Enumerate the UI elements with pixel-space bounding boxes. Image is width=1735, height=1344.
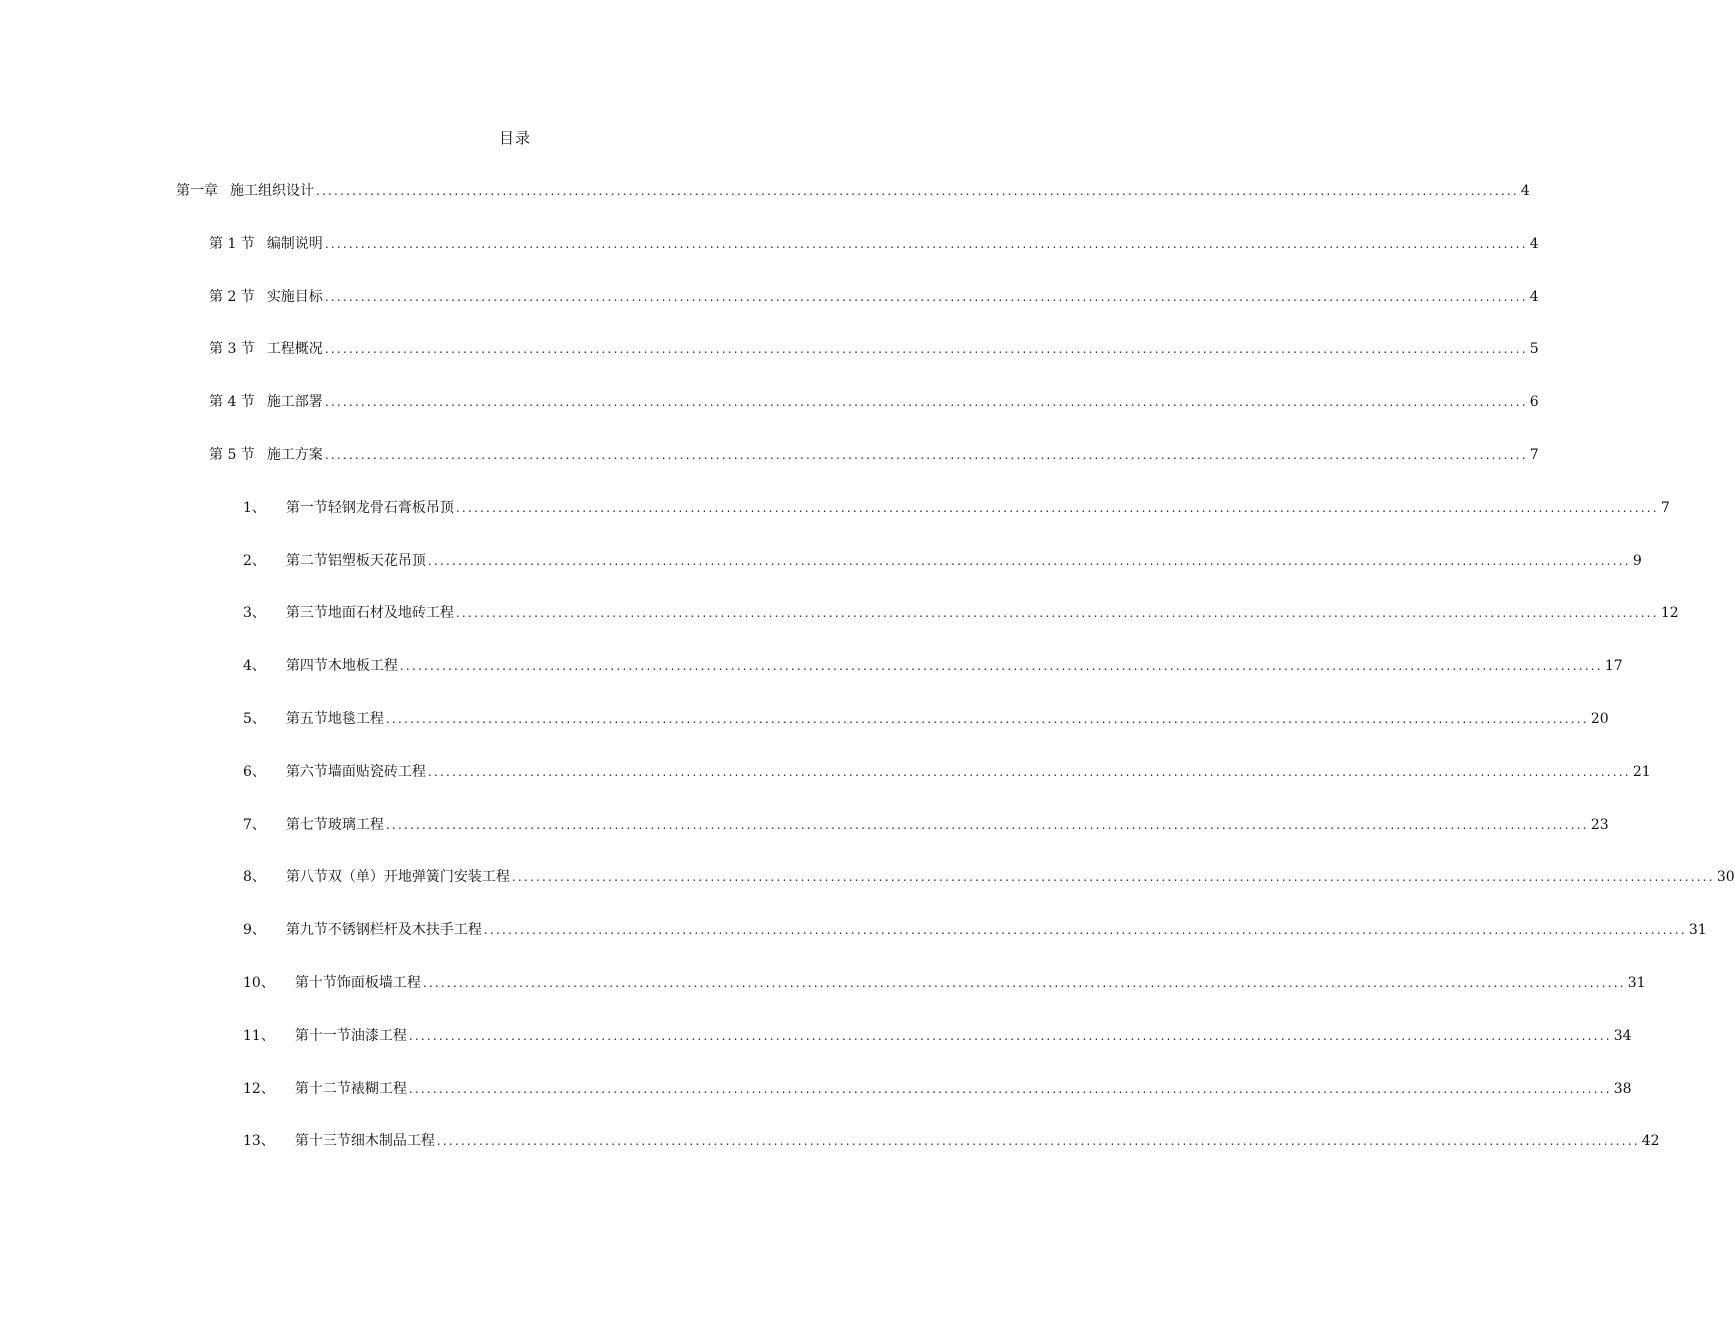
toc-entry-label: 第三节地面石材及地砖工程 — [285, 605, 454, 621]
toc-leader-dots: ........................................................................................................................................................................................................ — [427, 554, 1631, 568]
toc-entry-number: 8、 — [243, 869, 266, 885]
toc-entry-number: 第 5 节 — [209, 447, 255, 463]
toc-leader-dots: ........................................................................................................................................................................................................ — [427, 765, 1631, 779]
toc-leader-dots: ........................................................................................................................................................................................................ — [399, 659, 1603, 673]
toc-entry-page: 42 — [1641, 1133, 1660, 1149]
toc-entry-number: 11、 — [243, 1028, 275, 1044]
toc-entry-page: 17 — [1604, 658, 1623, 674]
toc-entry[interactable] — [243, 972, 1646, 994]
toc-entry-page: 6 — [1529, 394, 1539, 410]
toc-entry[interactable] — [243, 1130, 1660, 1152]
toc-entry-label: 实施目标 — [266, 289, 323, 305]
toc-leader-dots: ........................................................................................................................................................................................................ — [455, 606, 1659, 620]
toc-entry-label: 第十一节油漆工程 — [294, 1028, 407, 1044]
toc-entry-number: 9、 — [243, 922, 266, 938]
toc-leader-dots: ........................................................................................................................................................................................................ — [408, 1029, 1612, 1043]
toc-entry-number: 第一章 — [176, 183, 218, 199]
toc-entry-page: 38 — [1613, 1081, 1632, 1097]
toc-leader-dots: ........................................................................................................................................................................................................ — [324, 395, 1528, 409]
toc-entry-page: 5 — [1529, 341, 1539, 357]
toc-entry-label: 第八节双（单）开地弹簧门安装工程 — [285, 869, 510, 885]
toc-entry-label: 第七节玻璃工程 — [285, 817, 384, 833]
toc-entry-number: 5、 — [243, 711, 266, 727]
toc-entry-label: 编制说明 — [266, 236, 323, 252]
toc-leader-dots: ........................................................................................................................................................................................................ — [436, 1134, 1640, 1148]
toc-entry-number: 10、 — [243, 975, 275, 991]
toc-leader-dots: ........................................................................................................................................................................................................ — [324, 237, 1528, 251]
toc-entry-page: 23 — [1590, 817, 1609, 833]
toc-entry-label: 施工组织设计 — [230, 183, 314, 199]
toc-entry-page: 34 — [1613, 1028, 1632, 1044]
toc-leader-dots: ........................................................................................................................................................................................................ — [455, 501, 1659, 515]
toc-entry[interactable] — [209, 286, 1539, 308]
toc-entry-number: 3、 — [243, 605, 266, 621]
toc-entry-label: 第二节铝塑板天花吊顶 — [285, 553, 426, 569]
toc-entry[interactable] — [243, 655, 1623, 677]
toc-entry[interactable] — [243, 550, 1642, 572]
toc-leader-dots: ........................................................................................................................................................................................................ — [316, 184, 1519, 198]
toc-entry-page: 31 — [1627, 975, 1646, 991]
toc-entry[interactable] — [209, 233, 1539, 255]
toc-entry-label: 第一节轻钢龙骨石膏板吊顶 — [285, 500, 454, 516]
toc-leader-dots: ........................................................................................................................................................................................................ — [385, 712, 1589, 726]
toc-entry-label: 施工方案 — [266, 447, 323, 463]
toc-entry[interactable] — [243, 814, 1609, 836]
toc-entry-number: 4、 — [243, 658, 266, 674]
toc-entry[interactable] — [243, 919, 1707, 941]
toc-leader-dots: ........................................................................................................................................................................................................ — [483, 923, 1687, 937]
toc-entry-label: 第六节墙面贴瓷砖工程 — [285, 764, 426, 780]
toc-entry-label: 第五节地毯工程 — [285, 711, 384, 727]
toc-entry-page: 20 — [1590, 711, 1609, 727]
toc-entry[interactable] — [243, 866, 1735, 888]
toc-entry-page: 7 — [1529, 447, 1539, 463]
toc-entry-page: 4 — [1520, 183, 1530, 199]
toc-entry[interactable] — [243, 1025, 1632, 1047]
toc-entry[interactable] — [243, 761, 1651, 783]
toc-entry[interactable] — [209, 444, 1539, 466]
toc-leader-dots: ........................................................................................................................................................................................................ — [408, 1082, 1612, 1096]
toc-entry-page: 21 — [1632, 764, 1651, 780]
toc-entry-page: 9 — [1632, 553, 1642, 569]
toc-entry-label: 第四节木地板工程 — [285, 658, 398, 674]
toc-entry[interactable] — [243, 708, 1609, 730]
toc-entry-number: 13、 — [243, 1133, 275, 1149]
toc-entry-page: 7 — [1660, 500, 1670, 516]
toc-entry-label: 第十三节细木制品工程 — [294, 1133, 435, 1149]
toc-title: 目录 — [498, 129, 531, 147]
toc-leader-dots: ........................................................................................................................................................................................................ — [422, 976, 1626, 990]
toc-entry[interactable] — [176, 180, 1530, 202]
toc-entry-number: 7、 — [243, 817, 266, 833]
toc-entry[interactable] — [243, 602, 1679, 624]
toc-entry-page: 4 — [1529, 289, 1539, 305]
toc-entry-page: 4 — [1529, 236, 1539, 252]
toc-entry-page: 31 — [1688, 922, 1707, 938]
toc-entry-label: 施工部署 — [266, 394, 323, 410]
toc-entry-number: 第 1 节 — [209, 236, 255, 252]
toc-leader-dots: ........................................................................................................................................................................................................ — [385, 818, 1589, 832]
toc-entry-number: 第 3 节 — [209, 341, 255, 357]
toc-entry-page: 30 — [1716, 869, 1735, 885]
toc-entry-number: 1、 — [243, 500, 266, 516]
toc-entry[interactable] — [243, 1078, 1632, 1100]
toc-leader-dots: ........................................................................................................................................................................................................ — [324, 290, 1528, 304]
toc-leader-dots: ........................................................................................................................................................................................................ — [324, 448, 1528, 462]
toc-entry-number: 6、 — [243, 764, 266, 780]
toc-entry[interactable] — [209, 338, 1539, 360]
toc-entry-label: 工程概况 — [266, 341, 323, 357]
toc-entry-label: 第九节不锈钢栏杆及木扶手工程 — [285, 922, 482, 938]
toc-entry[interactable] — [243, 497, 1670, 519]
toc-leader-dots: ........................................................................................................................................................................................................ — [324, 342, 1528, 356]
toc-entry-number: 12、 — [243, 1081, 275, 1097]
toc-entry-label: 第十节饰面板墙工程 — [294, 975, 421, 991]
toc-entry-number: 第 2 节 — [209, 289, 255, 305]
toc-entry[interactable] — [209, 391, 1539, 413]
toc-leader-dots: ........................................................................................................................................................................................................ — [511, 870, 1715, 884]
toc-entry-number: 第 4 节 — [209, 394, 255, 410]
toc-entry-number: 2、 — [243, 553, 266, 569]
toc-entry-page: 12 — [1660, 605, 1679, 621]
toc-entry-label: 第十二节裱糊工程 — [294, 1081, 407, 1097]
